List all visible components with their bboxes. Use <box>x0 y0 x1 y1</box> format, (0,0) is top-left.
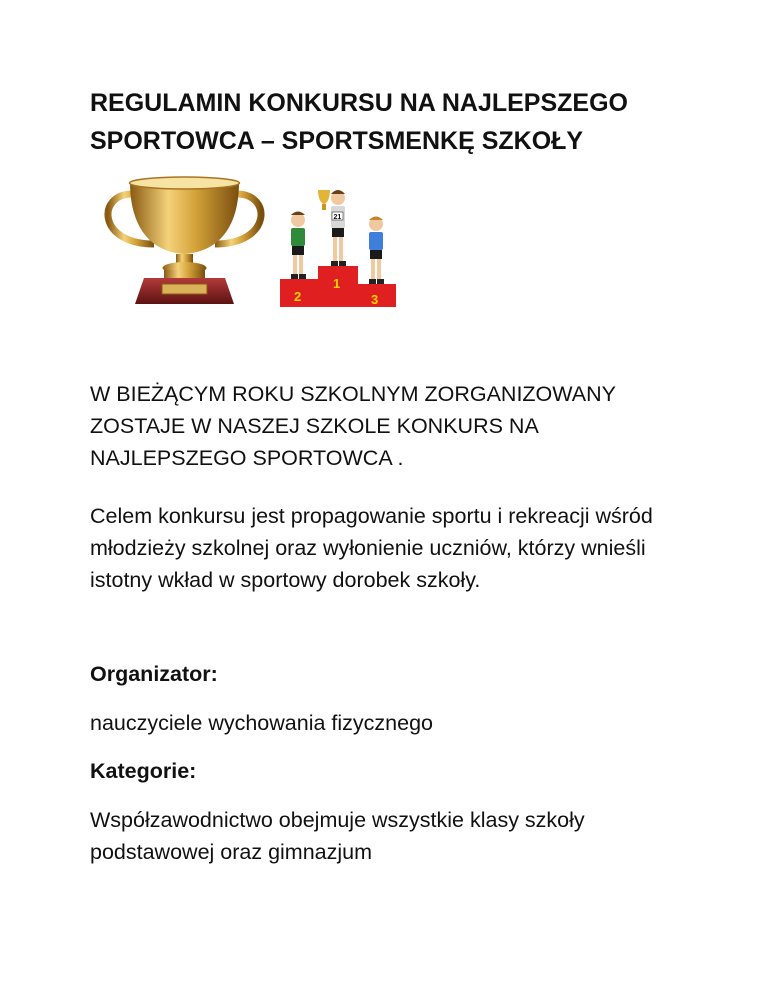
podium-icon <box>272 184 402 309</box>
organizer-heading: Organizator: <box>90 662 218 686</box>
goal-paragraph: Celem konkursu jest propagowanie sportu i rekreacji wśród młodzieży szkolnej oraz wyłonienie uczniów, którzy wnieśli istotny wkład w sportowy dorobek szkoły. <box>90 504 653 592</box>
place-1-label: 1 <box>333 276 341 291</box>
athlete-first-icon <box>318 190 346 266</box>
illustrations <box>92 174 402 314</box>
place-3-label: 3 <box>371 292 379 307</box>
athlete-second-icon <box>291 212 306 280</box>
categories-text: Współzawodnictwo obejmuje wszystkie klasy szkoły podstawowej oraz gimnazjum <box>90 808 585 864</box>
place-2-label: 2 <box>294 289 302 304</box>
intro-paragraph: W BIEŻĄCYM ROKU SZKOLNYM ZORGANIZOWANY ZOSTAJE W NASZEJ SZKOLE KONKURS NA NAJLEPSZEGO SPORTOWCA . <box>90 382 616 470</box>
document-title: REGULAMIN KONKURSU NA NAJLEPSZEGO SPORTOWCA – SPORTSMENKĘ SZKOŁY <box>90 89 628 155</box>
organizer-text: nauczyciele wychowania fizycznego <box>90 711 433 735</box>
bib-number: 21 <box>333 214 342 221</box>
athlete-third-icon <box>369 217 384 285</box>
trophy-icon <box>92 174 277 310</box>
categories-heading: Kategorie: <box>90 759 197 783</box>
